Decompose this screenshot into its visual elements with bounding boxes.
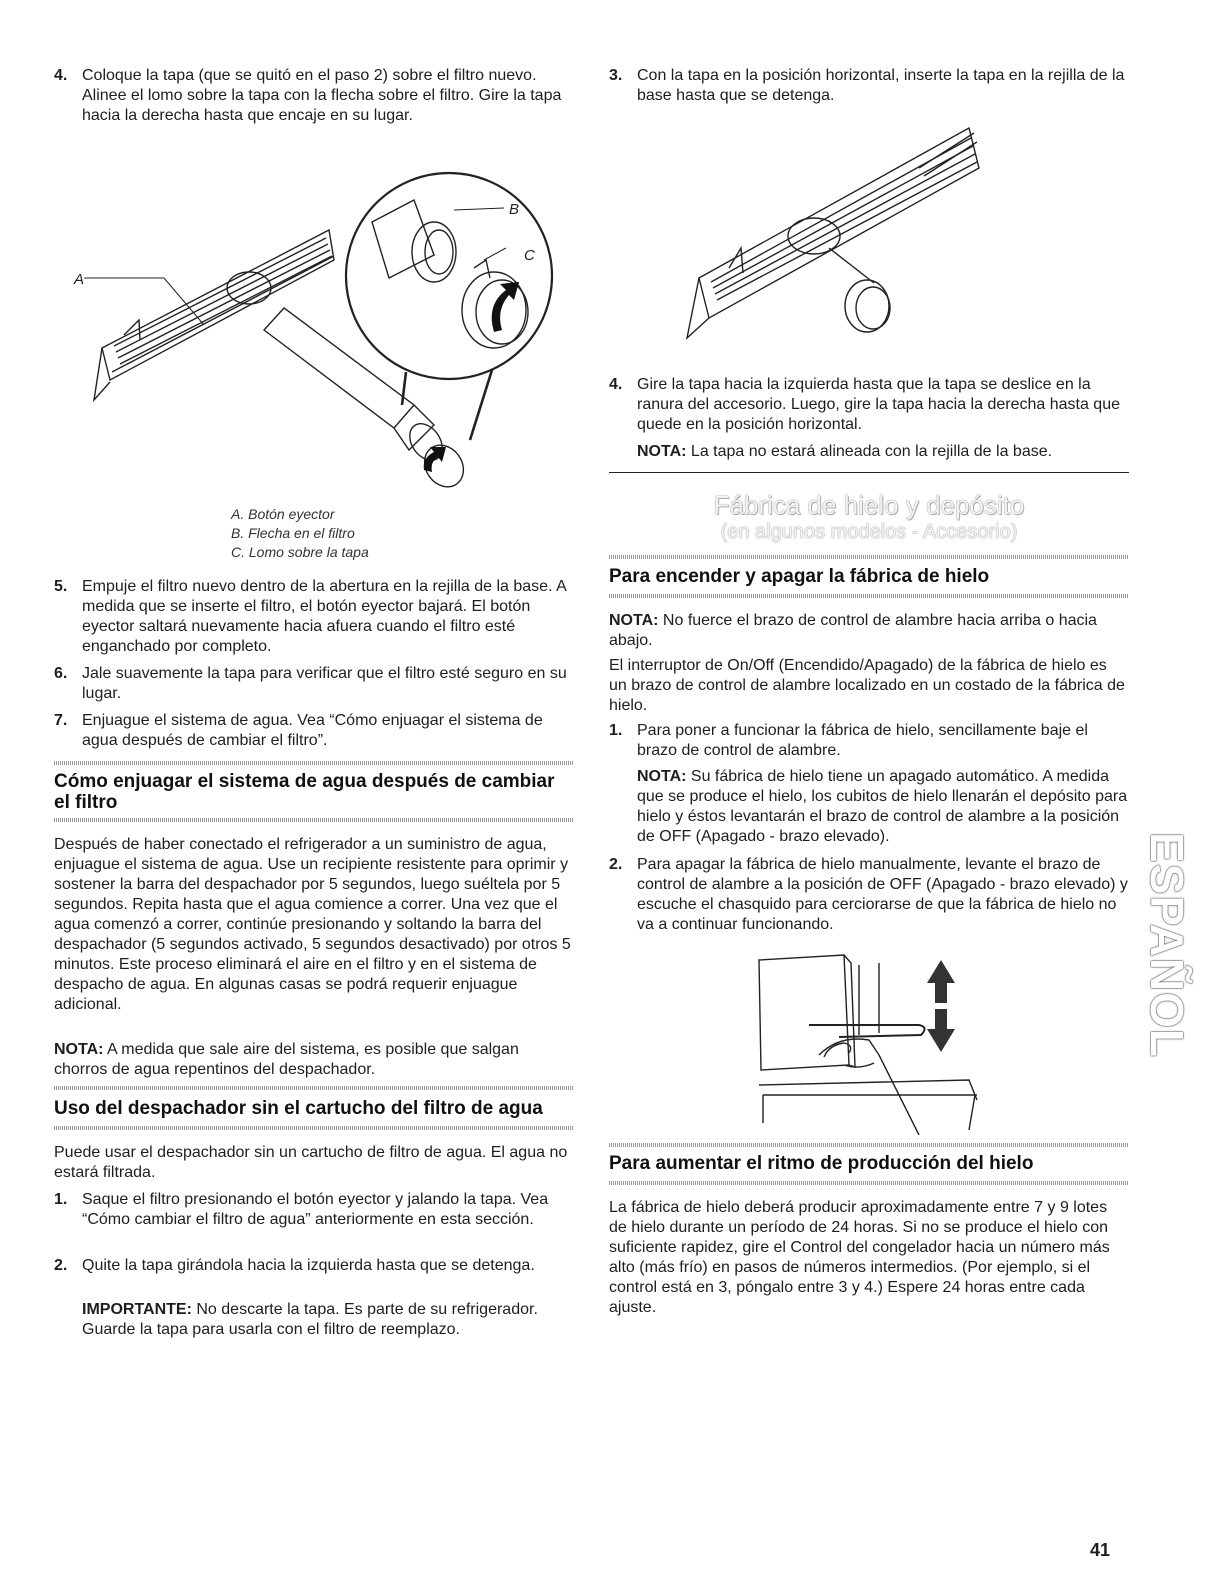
section-rule [609,1181,1129,1185]
note-text: La tapa no estará alineada con la rejilla de la base. [686,443,1053,460]
note-label: NOTA: [637,768,687,785]
step-text: Quite la tapa girándola hacia la izquierda hasta que se detenga. [82,1257,535,1274]
step-text: Gire la tapa hacia la izquierda hasta que la tapa se deslice en la ranura del accesorio. Luego, gire la tapa hacia la derecha hasta que quede en la posición horizontal. [637,376,1120,433]
step-4-left [54,66,574,126]
step-number: 1. [609,722,623,739]
heading-rinse: Cómo enjuagar el sistema de agua después de cambiar el filtro [54,771,555,813]
section-rule [609,1143,1129,1147]
step-text: Coloque la tapa (que se quitó en el paso 2) sobre el filtro nuevo. Alinee el lomo sobre la tapa con la flecha sobre el filtro. Gire la tapa hacia la derecha hasta que encaje en su lugar. [82,67,562,124]
on-off-step-1 [609,721,1129,761]
section-rule [609,555,1129,559]
step-text: Para poner a funcionar la fábrica de hielo, sencillamente baje el brazo de control de alambre. [637,722,1088,759]
step-number: 4. [609,376,623,393]
step-text: Para apagar la fábrica de hielo manualmente, levante el brazo de control de alambre a la posición de OFF (Apagado - brazo elevado) y escuche el chasquido para cerciorarse de que la fábrica de hielo no va a continuar funcionando. [637,856,1128,933]
no-filter-step-2 [54,1256,574,1276]
section-rule [54,818,574,822]
heading-no-filter: Uso del despachador sin el cartucho del filtro de agua [54,1098,543,1119]
on-off-note [609,611,1129,651]
step-number: 5. [54,578,68,595]
rinse-note [54,1040,574,1080]
step-text: Enjuague el sistema de agua. Vea “Cómo enjuagar el sistema de agua después de cambiar el filtro”. [82,712,543,749]
page-number: 41 [1090,1540,1111,1560]
side-tab-label: ESPAÑOL [1141,832,1193,1058]
no-filter-intro: Puede usar el despachador sin un cartucho de filtro de agua. El agua no estará filtrada. [54,1144,568,1181]
step-number: 2. [609,856,623,873]
divider-line [609,472,1129,473]
step-number: 3. [609,67,623,84]
rinse-body: Después de haber conectado el refrigerador a un suministro de agua, enjuague el sistema de agua. Use un recipiente resistente para oprimir y sostener la barra del despachador por 5 segundos, luego suéltela por 5 segundos. Repita hasta que el agua comience a correr. Una vez que el agua comenzó a correr, continúe presionando y soltando la barra del despachador (5 segundos activado, 5 segundos desactivado) por otros 5 minutos. Este proceso eliminará el aire en el filtro y en el sistema de despacho de agua. En algunas casas se podrá requerir enjuague adicional. [54,836,571,1013]
step-6 [54,664,574,704]
step-text: Empuje el filtro nuevo dentro de la abertura en la rejilla de la base. A medida que se inserte el filtro, el botón eyector bajará. El botón eyector saltará nuevamente hacia afuera cuando el filtro esté enganchado por completo. [82,578,566,655]
icemaker-arm-illustration [749,945,989,1135]
on-off-body: El interruptor de On/Off (Encendido/Apagado) de la fábrica de hielo es un brazo de control de alambre localizado en un costado de la fábrica de hielo. [609,657,1125,714]
section-subtitle-icemaker: (en algunos modelos - Accesorio) [720,521,1018,543]
important-text: No descarte la tapa. Es parte de su refrigerador. Guarde la tapa para usarla con el filtro de reemplazo. [82,1301,538,1338]
step-number: 2. [54,1257,68,1274]
step-3-right [609,66,1129,106]
important-label: IMPORTANTE: [82,1301,192,1318]
side-tab-language [1137,830,1197,1060]
step-5 [54,577,574,657]
note-label: NOTA: [54,1041,104,1058]
cap-insert-illustration [669,118,999,348]
note-text: Su fábrica de hielo tiene un apagado automático. A medida que se produce el hielo, los cubitos de hielo llenarán el depósito para hielo y éstos levantarán el brazo de control de alambre a la posición de OFF (Apagado - brazo elevado). [637,768,1128,845]
rate-body: La fábrica de hielo deberá producir aproximadamente entre 7 y 9 lotes de hielo durante un período de 24 horas. Si no se produce el hielo con suficiente rapidez, gire el Control del congelador hacia un número más alto (más frío) en pasos de números intermedios. (Por ejemplo, si el control está en 3, póngalo entre 3 y 4.) Espere 24 horas entre cada ajuste. [609,1199,1110,1316]
figure-label-c: C [524,247,535,264]
step-7 [54,711,574,751]
caption-c: C. Lomo sobre la tapa [231,544,369,560]
heading-rate: Para aumentar el ritmo de producción del hielo [609,1153,1034,1174]
filter-install-illustration [54,160,574,490]
no-filter-step-1 [54,1190,574,1230]
caption-a: A. Botón eyector [231,506,335,522]
step-text: Con la tapa en la posición horizontal, inserte la tapa en la rejilla de la base hasta que se detenga. [637,67,1125,104]
section-rule [54,1126,574,1130]
note-text: A medida que sale aire del sistema, es posible que salgan chorros de agua repentinos del despachador. [54,1041,519,1078]
figure-label-a: A [74,271,85,288]
section-rule [54,1086,574,1090]
step-4-right [609,375,1129,435]
section-title-icemaker: Fábrica de hielo y depósito [713,490,1025,520]
step-number: 7. [54,712,68,729]
step-number: 6. [54,665,68,682]
step-text: Saque el filtro presionando el botón eyector y jalando la tapa. Vea “Cómo cambiar el filtro de agua” anteriormente en esta sección. [82,1191,549,1228]
heading-on-off: Para encender y apagar la fábrica de hielo [609,566,990,587]
figure-captions [231,505,369,562]
figure-label-b: B [509,201,520,218]
step-number: 4. [54,67,68,84]
on-off-step-1-note [609,767,1129,847]
step-4-note [609,442,1129,462]
note-label: NOTA: [609,612,659,629]
step-number: 1. [54,1191,68,1208]
section-rule [609,594,1129,598]
note-label: NOTA: [637,443,687,460]
on-off-step-2 [609,855,1129,935]
section-rule [54,761,574,765]
caption-b: B. Flecha en el filtro [231,525,355,541]
note-text: No fuerce el brazo de control de alambre hacia arriba o hacia abajo. [609,612,1097,649]
step-text: Jale suavemente la tapa para verificar que el filtro esté seguro en su lugar. [82,665,567,702]
important-note [54,1300,574,1340]
